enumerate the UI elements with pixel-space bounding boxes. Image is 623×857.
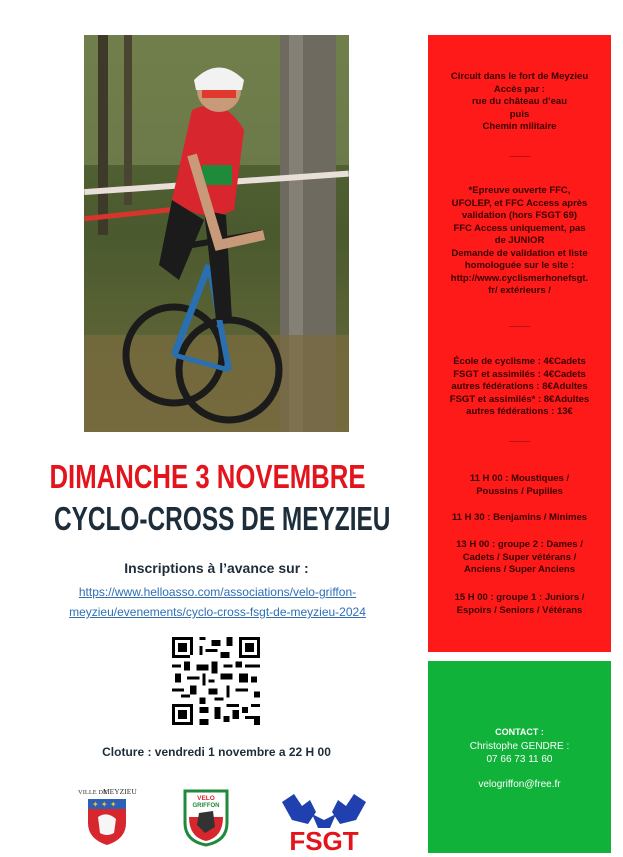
eligibility-line: de JUNIOR [494,235,545,246]
schedule-line: 13 H 00 : groupe 2 : Dames / [456,539,583,550]
eligibility-line: http://www.cyclismerhonefsgt. [450,272,589,284]
contact-heading: CONTACT : [495,727,544,737]
eligibility-line: Demande de validation et liste [451,247,588,259]
schedule-line: 15 H 00 : groupe 1 : Juniors / [454,592,585,603]
access-info [436,71,603,134]
contact-panel [428,661,611,853]
contact-name: Christophe GENDRE : [469,741,570,752]
meyzieu-logo-name: MEYZIEU [103,787,137,796]
qr-code-graphic [172,637,260,725]
inscriptions-heading: Inscriptions à l’avance sur : [124,560,309,576]
price-line: École de cyclisme : 4€Cadets [453,356,586,367]
schedule-item [436,473,603,498]
price-info [436,356,603,419]
contact-phone: 07 66 73 11 60 [486,754,553,765]
registration-deadline: Cloture : vendredi 1 novembre a 22 H 00 [102,745,331,759]
access-line: puis [509,108,530,120]
separator: ____ [508,148,531,159]
eligibility-line: validation (hors FSGT 69) [461,210,578,221]
separator: ____ [508,433,531,444]
access-line: rue du château d’eau [471,96,568,107]
fsgt-logo [276,790,372,852]
schedule-item [436,539,603,577]
velo-griffon-logo [181,787,231,847]
separator: ____ [508,318,531,329]
schedule-line: Cadets / Super vétérans / [462,551,577,563]
svg-text:✦ ✦ ✦: ✦ ✦ ✦ [92,800,117,809]
price-line: FSGT et assimilés* : 8€Adultes [449,393,590,405]
inscriptions-link-line1[interactable]: https://www.helloasso.com/associations/velo-griffon- [78,585,357,599]
eligibility-line: homologuée sur le site : [464,260,575,271]
access-line: Chemin militaire [482,121,557,132]
event-date-title: DIMANCHE 3 NOVEMBRE [49,458,366,495]
inscriptions-link[interactable] [40,582,395,622]
price-line: FSGT et assimilés : 4€Cadets [453,368,586,380]
qr-code [172,637,260,725]
schedule-line: 11 H 30 : Benjamins / Minimes [451,512,588,523]
schedule-line: Espoirs / Seniors / Vétérans [456,604,583,616]
cyclist-photo [84,35,349,432]
cyclist-photo-illustration [84,35,349,432]
access-line: Accès par : [493,83,546,95]
schedule-item [436,512,603,525]
griffon-logo-line2: GRIFFON [192,803,220,809]
schedule-item [436,592,603,617]
eligibility-line: *Epreuve ouverte FFC, [468,185,571,196]
griffon-logo-line1: VELO [197,795,215,802]
ville-de-meyzieu-logo [74,785,140,847]
eligibility-info [436,185,603,298]
schedule-line: 11 H 00 : Moustiques / [469,473,570,484]
access-line: Circuit dans le fort de Meyzieu [450,71,589,82]
contact-email[interactable]: velogriffon@free.fr [478,779,561,790]
event-name-title: CYCLO-CROSS DE MEYZIEU [53,500,391,537]
inscriptions-link-line2[interactable]: meyzieu/evenements/cyclo-cross-fsgt-de-meyzieu-2024 [69,605,366,619]
price-line: autres fédérations : 8€Adultes [451,381,588,392]
eligibility-line: fr/ extérieurs / [488,285,551,296]
eligibility-line: FFC Access uniquement, pas [453,222,586,234]
fsgt-logo-text: FSGT [289,826,359,852]
eligibility-line: UFOLEP, et FFC Access après [451,197,588,209]
price-line: autres fédérations : 13€ [466,406,573,417]
schedule-line: Poussins / Pupilles [476,485,563,497]
meyzieu-logo-prefix: VILLE DE [78,789,108,796]
event-info-panel [428,35,611,652]
schedule-line: Anciens / Super Anciens [463,564,576,575]
